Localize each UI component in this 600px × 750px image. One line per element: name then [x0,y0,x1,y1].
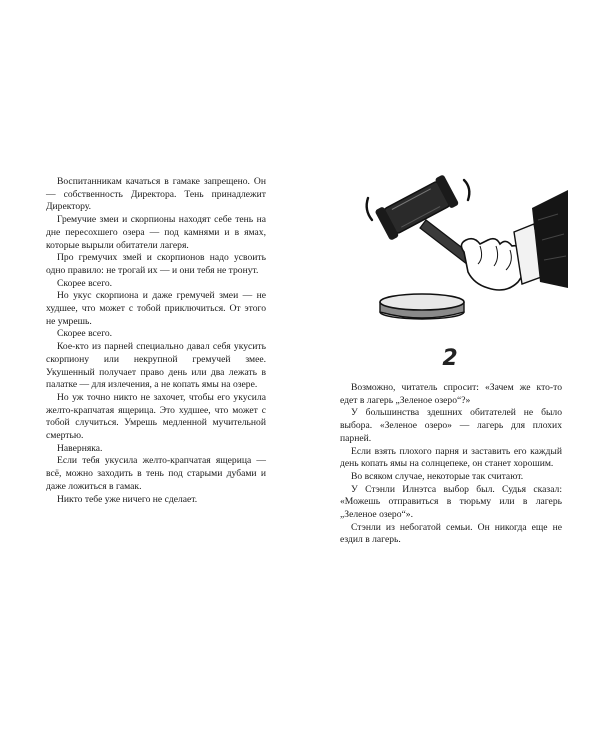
paragraph: Никто тебе уже ничего не сделает. [57,493,198,505]
paragraph: Наверняка. [57,442,103,454]
left-page-text [46,176,266,506]
paragraph: Если тебя укусила желто-крапчатая ящерица — всё, можно заходить в тень под старыми дубами и даже ложиться в гамак. [46,455,266,492]
paragraph: Но укус скорпиона и даже гремучей змеи — не худшее, что может с тобой приключиться. От этого не умрешь. [46,290,266,327]
paragraph: Стэнли из небогатой семьи. Он никогда еще не ездил в лагерь. [340,521,562,546]
paragraph: Возможно, читатель спросит: «Зачем же кто-то едет в лагерь „Зеленое озеро“?» [340,382,562,406]
paragraph: Если взять плохого парня и заставить его каждый день копать ямы на солнцепеке, он станет хорошим. [340,445,562,470]
paragraph: Про гремучих змей и скорпионов надо усвоить одно правило: не трогай их — и они тебя не тронут. [46,252,266,276]
paragraph: У Стэнли Илнэтса выбор был. Судья сказал: «Можешь отправиться в тюрьму или в лагерь „Зеленое озеро“». [340,483,562,521]
chapter-number: 2 [442,346,458,371]
gavel-hand-icon [338,160,568,330]
paragraph: Кое-кто из парней специально давал себя укусить скорпиону или некрупной гремучей змее. Укушенный получает право день или два лежать в палатке — для излечения, а не копать ямы на озере. [46,341,266,391]
paragraph: Скорее всего. [57,277,113,289]
paragraph: Гремучие змеи и скорпионы находят себе тень на дне пересохшего озера — под камнями и в ямах, которые вырыли обитатели лагеря. [46,214,266,251]
paragraph: Но уж точно никто не захочет, чтобы его укусила желто-крапчатая ящерица. Это худшее, что может с тобой случиться. Умрешь медленной мучительной смертью. [46,391,266,442]
right-page-text [340,382,562,547]
paragraph: Скорее всего. [57,328,113,340]
paragraph: Во всяком случае, некоторые так считают. [351,470,524,482]
right-page [300,0,600,750]
paragraph: У большинства здешних обитателей не было выбора. «Зеленое озеро» — лагерь для плохих парней. [340,407,562,444]
paragraph: Воспитанникам качаться в гамаке запрещено. Он — собственность Директора. Тень принадлежит Директору. [46,176,266,213]
